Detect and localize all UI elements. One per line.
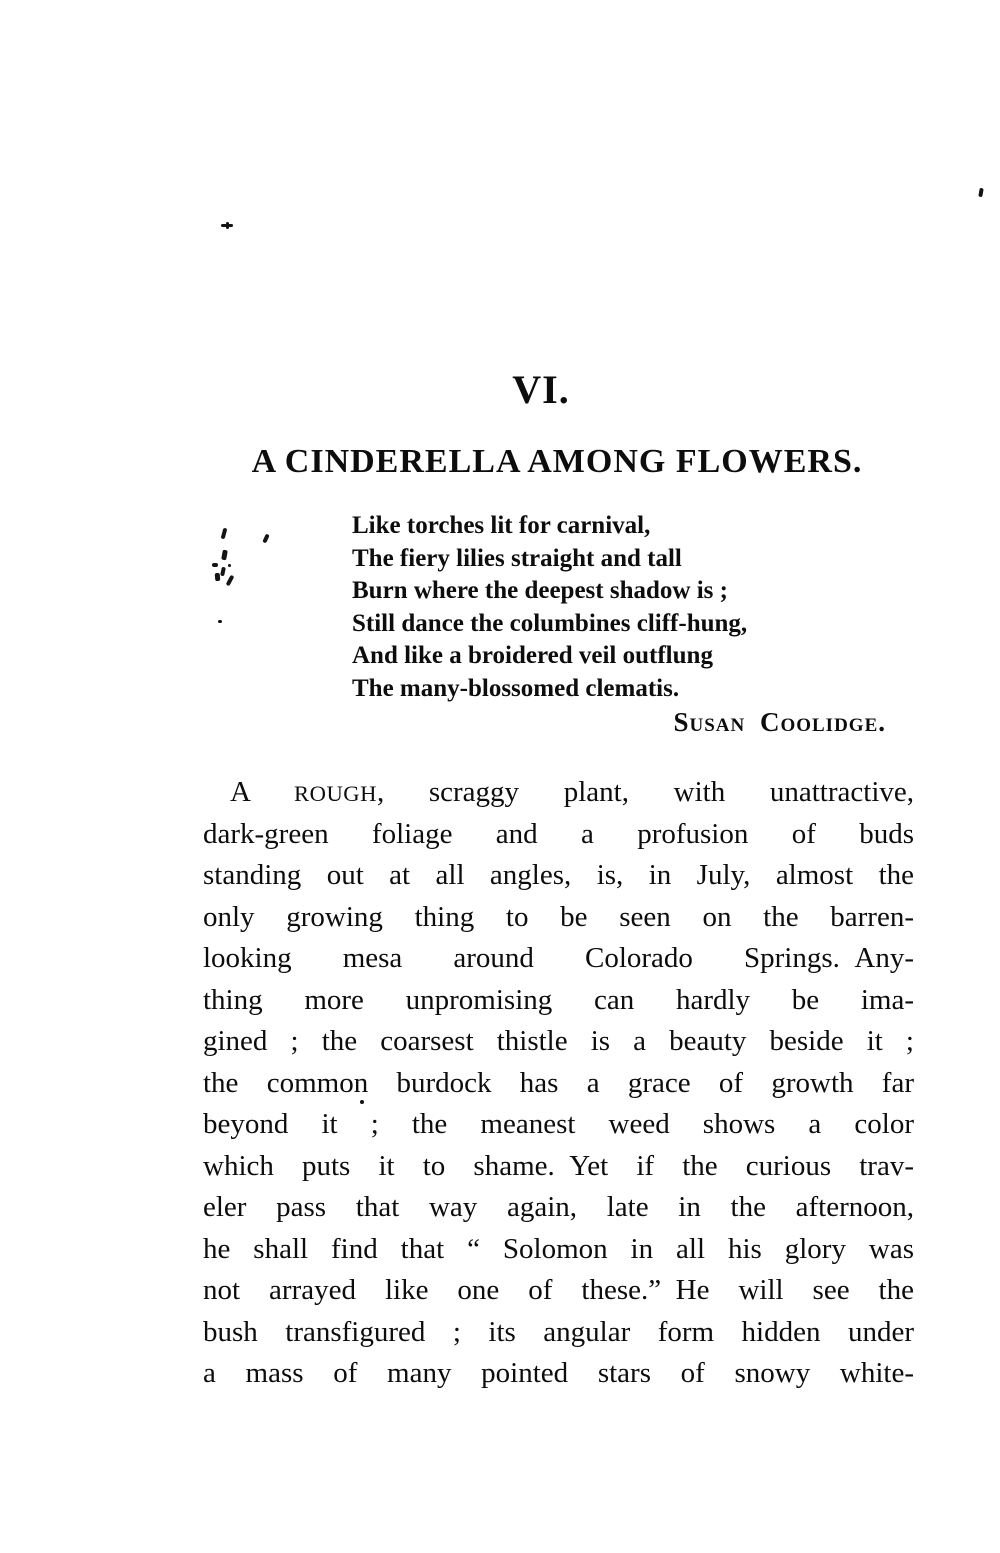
body-line: dark-green foliage and a profusion of buds xyxy=(203,817,914,850)
chapter-title: A CINDERELLA AMONG FLOWERS. xyxy=(251,443,863,480)
poem-line: The fiery lilies straight and tall xyxy=(352,544,682,572)
body-line: gined ; the coarsest thistle is a beauty beside it ; xyxy=(203,1025,914,1057)
ink-speck xyxy=(221,550,228,561)
ink-speck xyxy=(215,573,221,581)
body-line: thing more unpromising can hardly be ima- xyxy=(203,983,914,1016)
poem-line: The many-blossomed clematis. xyxy=(352,674,680,702)
ink-speck xyxy=(221,528,228,540)
ink-speck xyxy=(220,567,226,577)
ink-speck xyxy=(978,188,984,198)
chapter-number: VI. xyxy=(512,367,570,412)
body-line: standing out at all angles, is, in July, almost the xyxy=(203,859,914,891)
ink-speck xyxy=(262,534,269,544)
body-line: looking mesa around Colorado Springs. Any- xyxy=(203,942,914,974)
body-line: the common burdock has a grace of growth far xyxy=(203,1066,914,1099)
body-line: only growing thing to be seen on the barren- xyxy=(203,900,914,933)
body-line: eler pass that way again, late in the afternoon, xyxy=(203,1191,914,1223)
body-line: which puts it to shame. Yet if the curious trav- xyxy=(203,1149,914,1182)
epigraph-poem xyxy=(352,510,747,705)
ink-speck xyxy=(226,575,235,587)
body-line: bush transfigured ; its angular form hidden under xyxy=(203,1315,914,1348)
body-paragraph xyxy=(203,772,914,1395)
body-line: a mass of many pointed stars of snowy white- xyxy=(203,1357,914,1389)
body-line: not arrayed like one of these.” He will see the xyxy=(203,1274,914,1306)
ink-speck xyxy=(226,222,229,229)
poem-line: Like torches lit for carnival, xyxy=(352,512,651,539)
poem-attribution: Susan Coolidge. xyxy=(673,707,886,737)
poem-line: Still dance the columbines cliff-hung, xyxy=(352,609,748,637)
poem-line: Burn where the deepest shadow is ; xyxy=(352,577,728,604)
body-line: he shall find that “ Solomon in all his glory was xyxy=(203,1232,914,1265)
body-line: A ROUGH, scraggy plant, with unattractive, xyxy=(230,776,915,808)
ink-speck xyxy=(218,620,222,623)
ink-speck xyxy=(228,564,231,567)
ink-speck xyxy=(212,563,218,567)
body-line: beyond it ; the meanest weed shows a color xyxy=(203,1108,914,1140)
poem-line: And like a broidered veil outflung xyxy=(352,642,713,669)
